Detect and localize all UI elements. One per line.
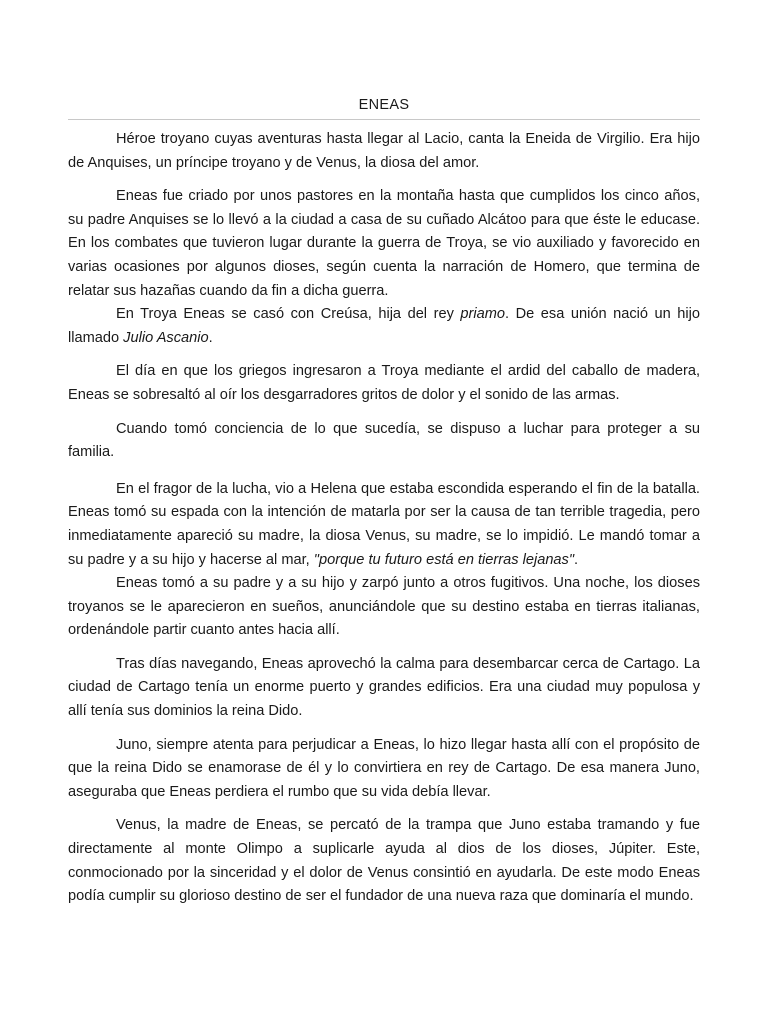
- paragraph: [68, 128, 700, 175]
- text-segment-italic: "porque tu futuro está en tierras lejanas": [313, 551, 575, 568]
- document-body: [68, 128, 700, 909]
- paragraph: [68, 418, 700, 465]
- paragraph: [68, 734, 700, 805]
- text-segment-italic: priamo: [460, 306, 506, 323]
- text-segment: . De esa unión nació un hijo llamado: [68, 306, 700, 346]
- paragraph: [68, 572, 700, 643]
- text-segment: Cuando tomó conciencia de lo que sucedía, se dispuso a luchar para proteger a su familia.: [68, 420, 700, 461]
- paragraph: [68, 360, 700, 407]
- text-segment: Eneas tomó a su padre y a su hijo y zarpó junto a otros fugitivos. Una noche, los dioses troyanos se le aparecieron en sueños, anunciándole que su destino estaba en tierras italianas, ordenándole partir cuanto antes hacia allí.: [68, 575, 700, 639]
- paragraph: [68, 653, 700, 724]
- text-segment: Eneas fue criado por unos pastores en la montaña hasta que cumplidos los cinco años, su padre Anquises se lo llevó a la ciudad a casa de su cuñado Alcátoo para que éste le educase. En los combates que tuvieron lugar durante la guerra de Troya, se vio auxiliado y favorecido en varias ocasiones por algunos dioses, según cuenta la narración de Homero, que termina de relatar sus hazañas cuando da fin a dicha guerra.: [68, 188, 700, 299]
- paragraph: [68, 814, 700, 908]
- text-segment: El día en que los griegos ingresaron a Troya mediante el ardid del caballo de madera, Eneas se sobresaltó al oír los desgarradores gritos de dolor y el sonido de las armas.: [68, 363, 700, 403]
- text-segment: En Troya Eneas se casó con Creúsa, hija del rey: [116, 306, 461, 323]
- text-segment: .: [574, 551, 579, 568]
- text-segment-italic: Julio Ascanio: [123, 329, 209, 346]
- text-segment: .: [208, 329, 213, 346]
- text-segment: Juno, siempre atenta para perjudicar a Eneas, lo hizo llegar hasta allí con el propósito de que la reina Dido se enamorase de él y lo convirtiera en rey de Cartago. De esa manera Juno, aseguraba que Eneas perdiera el rumbo que su vida debía llevar.: [68, 736, 700, 800]
- text-segment: Tras días navegando, Eneas aprovechó la calma para desembarcar cerca de Cartago. La ciudad de Cartago tenía un enorme puerto y grandes edificios. Era una ciudad muy populosa y allí tenía sus dominios la reina Dido.: [68, 655, 700, 720]
- title-divider: [68, 119, 700, 120]
- paragraph: [68, 303, 700, 350]
- paragraph: [68, 478, 700, 572]
- document-title: ENEAS: [358, 97, 410, 113]
- text-segment: Héroe troyano cuyas aventuras hasta llegar al Lacio, canta la Eneida de Virgilio. Era hijo de Anquises, un príncipe troyano y de Venus, la diosa del amor.: [68, 131, 700, 171]
- paragraph: [68, 185, 700, 303]
- text-segment: Venus, la madre de Eneas, se percató de la trampa que Juno estaba tramando y fue directamente al monte Olimpo a suplicarle ayuda al dios de los dioses, Júpiter. Este, conmocionado por la sinceridad y el dolor de Venus consintió en ayudarla. De este modo Eneas podía cumplir su glorioso destino de ser el fundador de una nueva raza que dominaría el mundo.: [68, 817, 700, 905]
- text-segment: En el fragor de la lucha, vio a Helena que estaba escondida esperando el fin de la batalla. Eneas tomó su espada con la intención de matarla por ser la causa de tan terrible tragedia, pero inmediatamente apareció su madre, la diosa Venus, su madre, se lo impidió. Le mandó tomar a su padre y a su hijo y hacerse al mar,: [68, 480, 700, 568]
